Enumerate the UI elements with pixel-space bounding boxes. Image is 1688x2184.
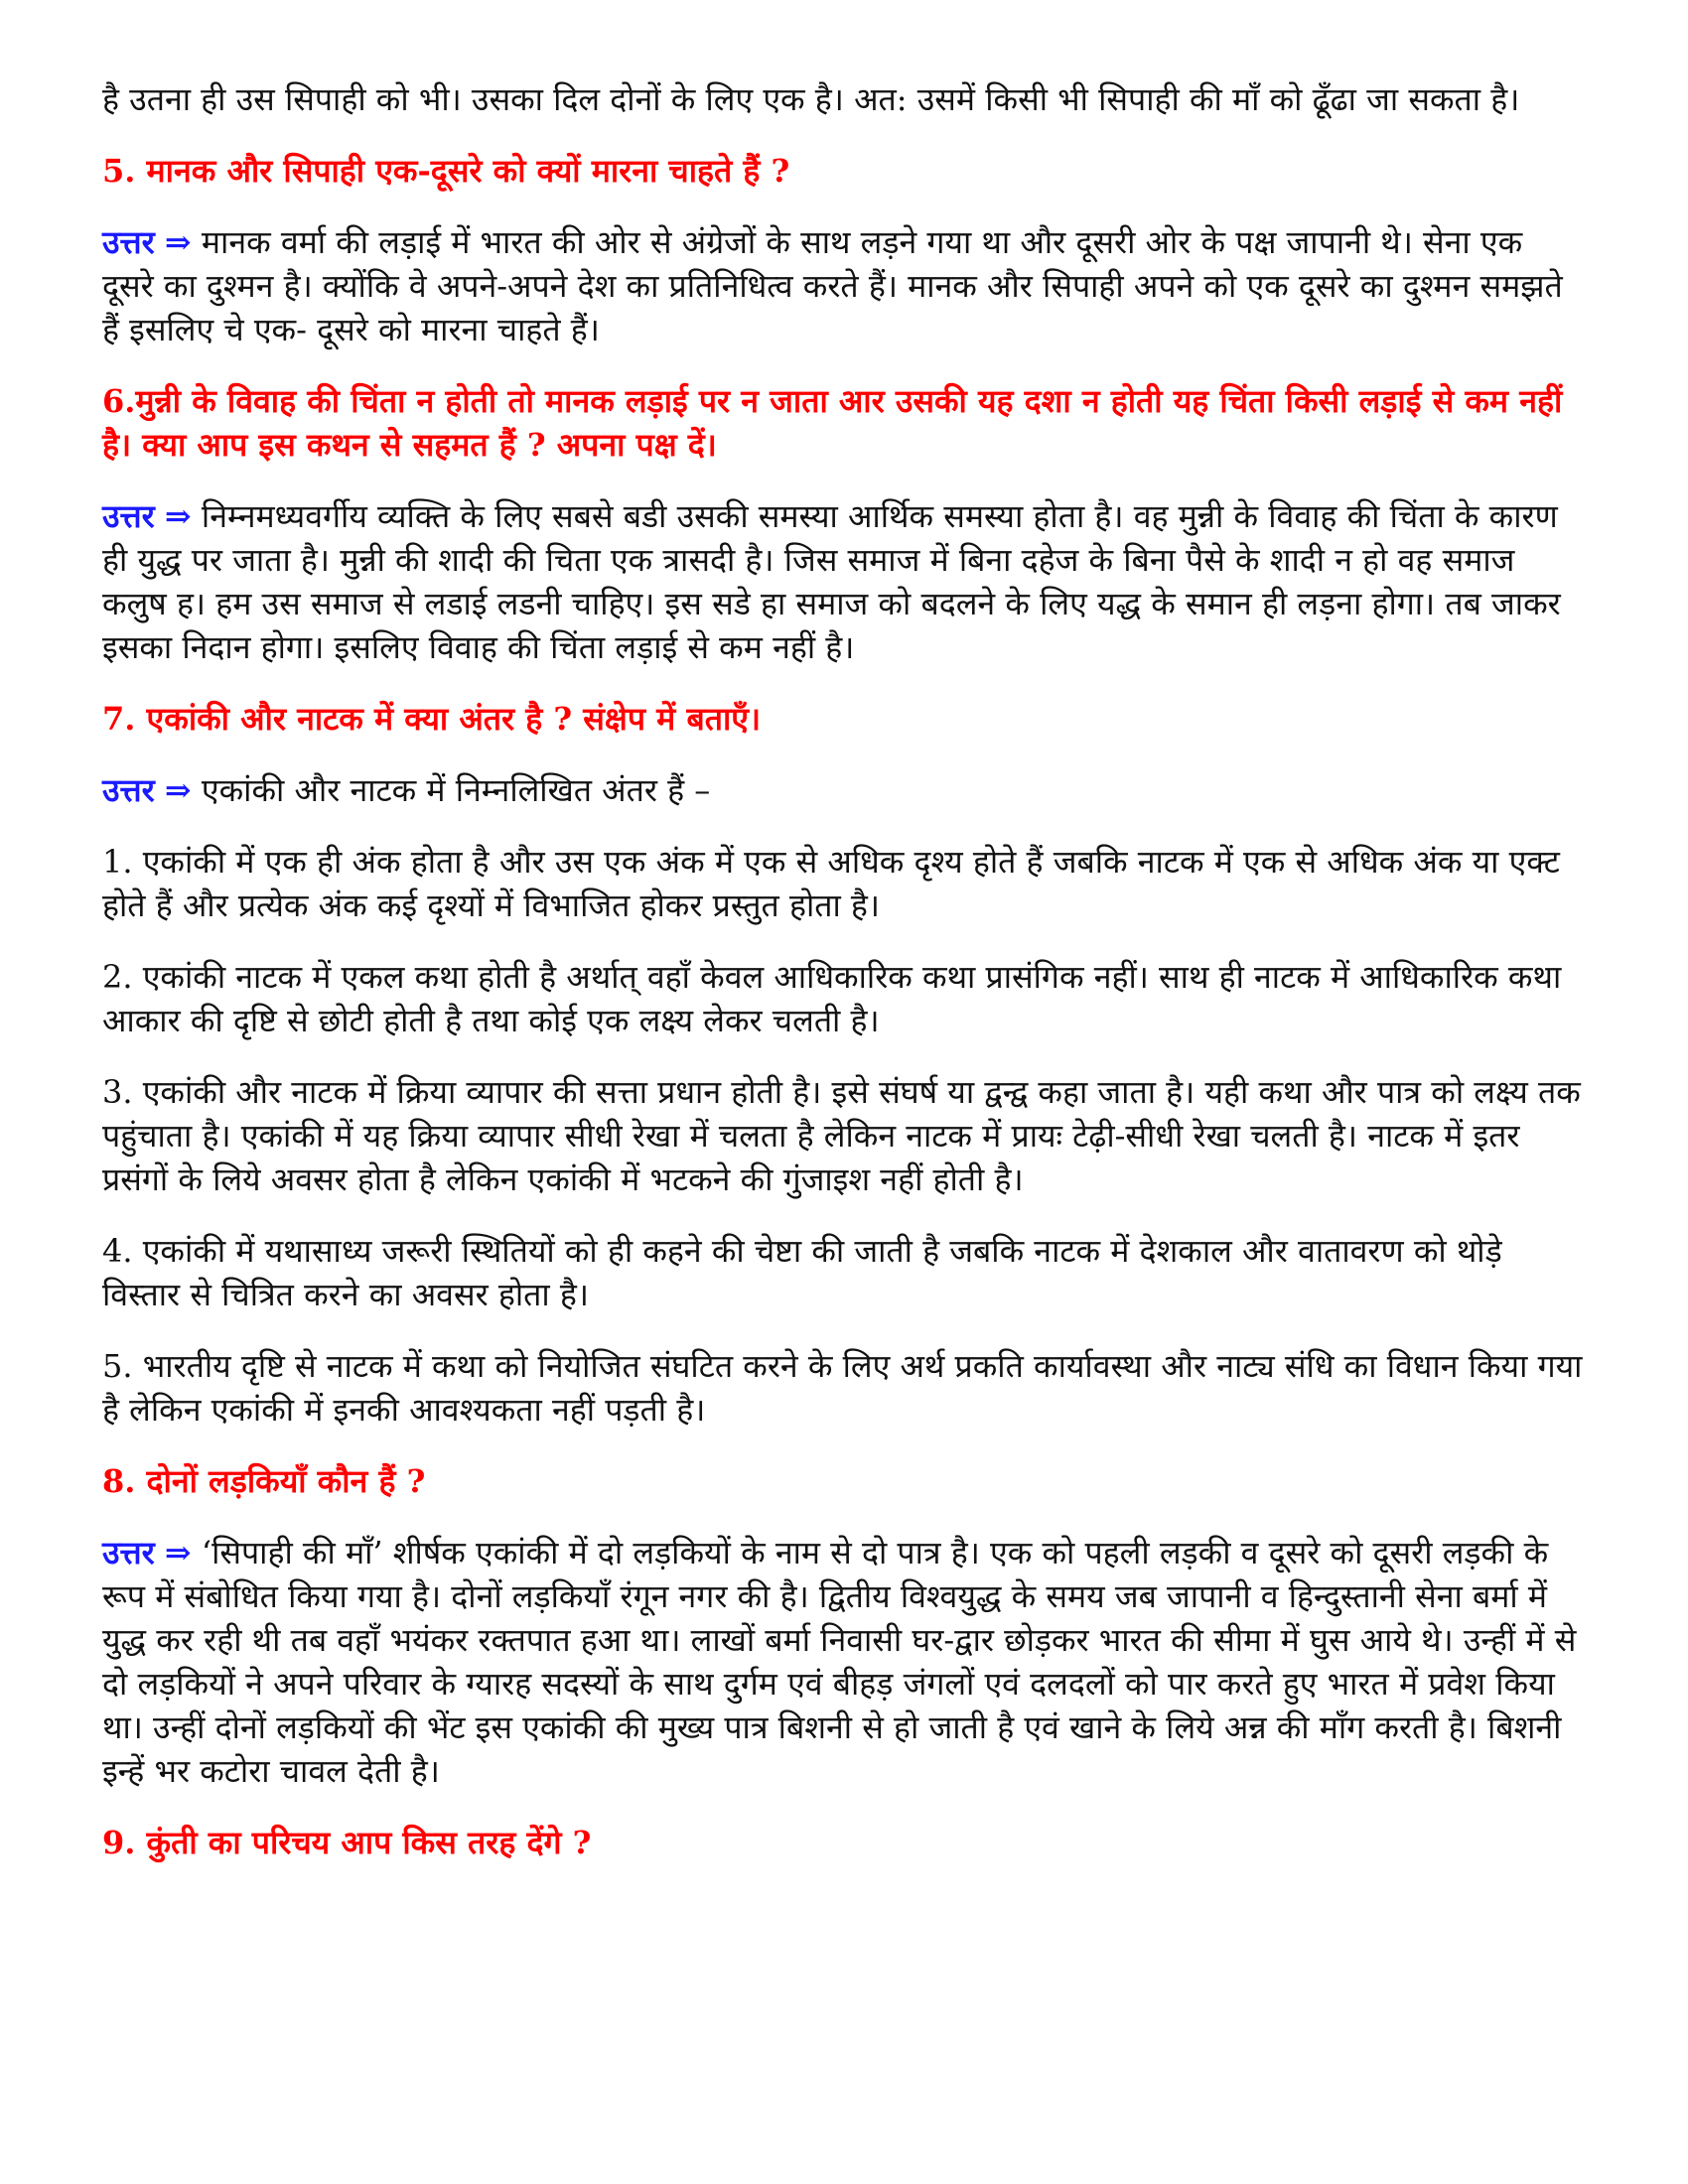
answer-7-point-3: 3. एकांकी और नाटक में क्रिया व्यापार की सत्ता प्रधान होती है। इसे संघर्ष या द्वन्द्व कहा जाता है। यही कथा और पात्र को लक्ष्य तक पहुंचाता है। एकांकी में यह क्रिया व्यापार सीधी रेखा में चलता है लेकिन नाटक में प्रायः टेढ़ी-सीधी रेखा चलती है। नाटक में इतर प्रसंगों के लिये अवसर होता है लेकिन एकांकी में भटकने की गुंजाइश नहीं होती है। <box>102 1073 1581 1198</box>
answer-6 <box>102 494 1583 669</box>
answer-5-text: मानक वर्मा की लड़ाई में भारत की ओर से अंग्रेजों के साथ लड़ने गया था और दूसरी ओर के पक्ष जापानी थे। सेना एक दूसरे का दुश्मन है। क्योंकि वे अपने-अपने देश का प्रतिनिधित्व करते हैं। मानक और सिपाही अपने को एक दूसरे का दुश्मन समझते हैं इसलिए चे एक- दूसरे को मारना चाहते हैं। <box>102 223 1563 348</box>
answer-5 <box>102 220 1583 351</box>
answer-8 <box>102 1531 1583 1793</box>
answer-7-point-4: 4. एकांकी में यथासाध्य जरूरी स्थितियों को ही कहने की चेष्टा की जाती है जबकि नाटक में देशकाल और वातावरण को थोड़े विस्तार से चित्रित करने का अवसर होता है। <box>102 1232 1502 1313</box>
question-8: 8. दोनों लड़कियाँ कौन हैं ? <box>102 1462 426 1500</box>
answer-8-text: ‘सिपाही की माँ’ शीर्षक एकांकी में दो लड़कियों के नाम से दो पात्र है। एक को पहली लड़की व दूसरे को दूसरी लड़की के रूप में संबोधित किया गया है। दोनों लड़कियाँ रंगून नगर की है। द्वितीय विश्वयुद्ध के समय जब जापानी व हिन्दुस्तानी सेना बर्मा में युद्ध कर रही थी तब वहाँ भयंकर रक्तपात हआ था। लाखों बर्मा निवासी घर-द्वार छोड़कर भारत की सीमा में घुस आये थे। उन्हीं में से दो लड़कियों ने अपने परिवार के ग्यारह सदस्यों के साथ दुर्गम एवं बीहड़ जंगलों एवं दलदलों को पार करते हुए भारत में प्रवेश किया था। उन्हीं दोनों लड़कियों की भेंट इस एकांकी की मुख्य पात्र बिशनी से हो जाती है एवं खाने के लिये अन्न की माँग करती है। बिशनी इन्हें भर कटोरा चावल देती है। <box>102 1534 1577 1790</box>
arrow-icon: ⇒ <box>164 771 192 809</box>
question-6: 6.मुन्नी के विवाह की चिंता न होती तो मानक लड़ाई पर न जाता आर उसकी यह दशा न होती यह चिंता किसी लड़ाई से कम नहीं है। क्या आप इस कथन से सहमत हैं ? अपना पक्ष दें। <box>102 382 1563 464</box>
answer-7-point-5: 5. भारतीय दृष्टि से नाटक में कथा को नियोजित संघटित करने के लिए अर्थ प्रकति कार्यावस्था और नाट्य संधि का विधान किया गया है लेकिन एकांकी में इनकी आवश्यकता नहीं पड़ती है। <box>102 1347 1583 1429</box>
question-9: 9. कुंती का परिचय आप किस तरह देंगे ? <box>102 1824 592 1861</box>
question-5: 5. मानक और सिपाही एक-दूसरे को क्यों मारना चाहते हैं ? <box>102 152 790 190</box>
answer-7-point-1: 1. एकांकी में एक ही अंक होता है और उस एक अंक में एक से अधिक दृश्य होते हैं जबकि नाटक में एक से अधिक अंक या एक्ट होते हैं और प्रत्येक अंक कई दृश्यों में विभाजित होकर प्रस्तुत होता है। <box>102 843 1560 924</box>
answer-7 <box>102 768 1583 812</box>
intro-paragraph: है उतना ही उस सिपाही को भी। उसका दिल दोनों के लिए एक है। अत: उसमें किसी भी सिपाही की माँ को ढूँढा जा सकता है। <box>102 80 1520 118</box>
arrow-icon: ⇒ <box>164 497 192 535</box>
answer-6-text: निम्नमध्यवर्गीय व्यक्ति के लिए सबसे बडी उसकी समस्या आर्थिक समस्या होता है। वह मुन्नी के विवाह की चिंता के कारण ही युद्ध पर जाता है। मुन्नी की शादी की चिता एक त्रासदी है। जिस समाज में बिना दहेज के बिना पैसे के शादी न हो वह समाज कलुष ह। हम उस समाज से लडाई लडनी चाहिए। इस सडे हा समाज को बदलने के लिए यद्ध के समान ही लड़ना होगा। तब जाकर इसका निदान होगा। इसलिए विवाह की चिंता लड़ाई से कम नहीं है। <box>102 497 1561 666</box>
answer-7-intro: एकांकी और नाटक में निम्नलिखित अंतर हैं – <box>201 771 711 809</box>
arrow-icon: ⇒ <box>164 223 192 261</box>
answer-label: उत्तर <box>102 771 155 809</box>
answer-7-point-2: 2. एकांकी नाटक में एकल कथा होती है अर्थात् वहाँ केवल आधिकारिक कथा प्रासंगिक नहीं। साथ ही नाटक में आधिकारिक कथा आकार की दृष्टि से छोटी होती है तथा कोई एक लक्ष्य लेकर चलती है। <box>102 958 1562 1039</box>
arrow-icon: ⇒ <box>164 1534 192 1571</box>
question-7: 7. एकांकी और नाटक में क्या अंतर है ? संक्षेप में बताएँ। <box>102 700 762 738</box>
answer-label: उत्तर <box>102 1534 155 1571</box>
answer-label: उत्तर <box>102 223 155 261</box>
answer-label: उत्तर <box>102 497 155 535</box>
